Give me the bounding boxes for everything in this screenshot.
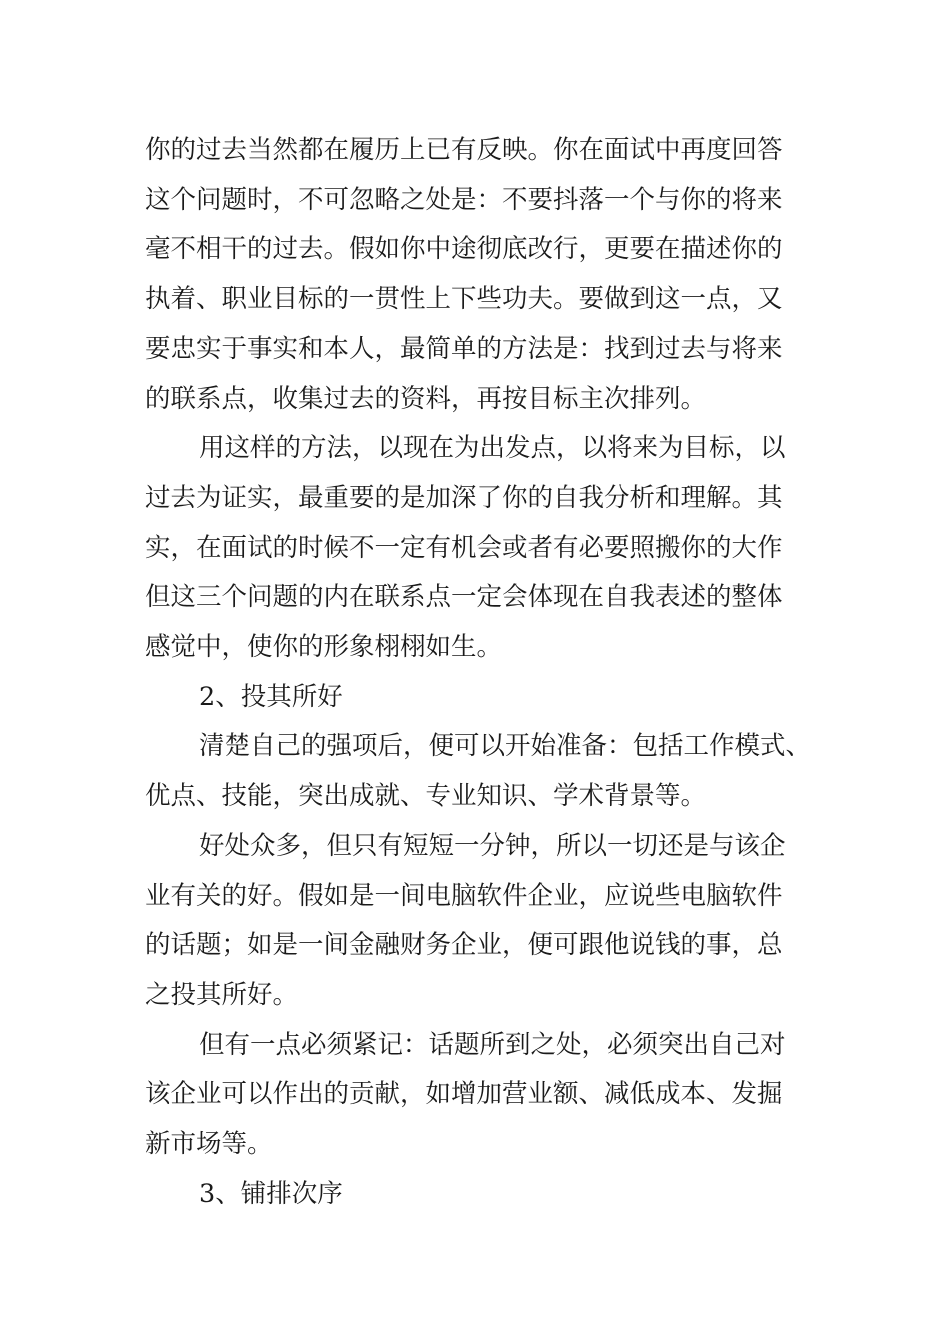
paragraph-start-line: 用这样的方法，以现在为出发点，以将来为目标，以 [199,433,786,464]
document-body [145,126,817,1219]
text-line: 要忠实于事实和本人，最简单的方法是：找到过去与将来 [145,333,783,364]
section-heading: 3、铺排次序 [199,1178,343,1209]
text-line: 优点、技能，突出成就、专业知识、学术背景等。 [145,781,707,812]
text-line: 的话题；如是一间金融财务企业，便可跟他说钱的事，总 [145,930,783,961]
text-line: 毫不相干的过去。假如你中途彻底改行，更要在描述你的 [145,234,783,265]
text-line: 的联系点，收集过去的资料，再按目标主次排列。 [145,383,707,414]
paragraph-start-line: 好处众多，但只有短短一分钟，所以一切还是与该企 [199,830,786,861]
text-line: 实，在面试的时候不一定有机会或者有必要照搬你的大作 [145,532,783,563]
section-heading: 2、投其所好 [199,681,343,712]
text-line: 过去为证实，最重要的是加深了你的自我分析和理解。其 [145,482,783,513]
text-line: 这个问题时，不可忽略之处是：不要抖落一个与你的将来 [145,184,783,215]
text-line: 但这三个问题的内在联系点一定会体现在自我表述的整体 [145,582,783,613]
paragraph-start-line: 但有一点必须紧记：话题所到之处，必须突出自己对 [199,1029,786,1060]
text-line: 感觉中，使你的形象栩栩如生。 [145,632,503,663]
text-line: 业有关的好。假如是一间电脑软件企业，应说些电脑软件 [145,880,783,911]
text-line: 新市场等。 [145,1129,273,1160]
text-line: 你的过去当然都在履历上已有反映。你在面试中再度回答 [145,135,783,165]
text-line: 之投其所好。 [145,979,299,1010]
paragraph-start-line: 清楚自己的强项后，便可以开始准备：包括工作模式、 [199,731,812,762]
text-line: 该企业可以作出的贡献，如增加营业额、减低成本、发掘 [145,1079,783,1110]
text-line: 执着、职业目标的一贯性上下些功夫。要做到这一点，又 [145,284,783,315]
